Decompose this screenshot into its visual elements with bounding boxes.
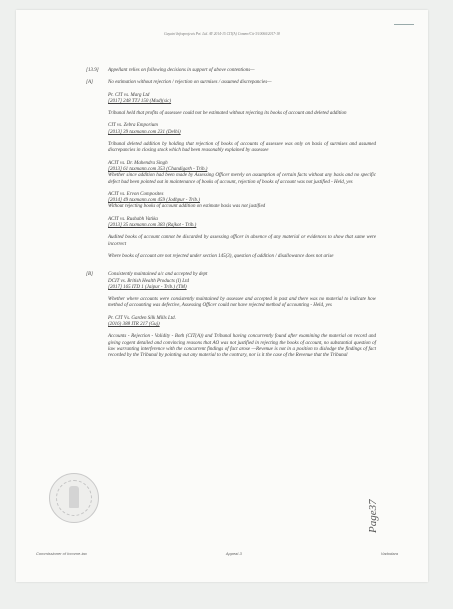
page-footer	[36, 551, 398, 556]
case-reference: [2013] 35 taxmann.com 383 (Rajkot - Trib.)	[108, 223, 197, 229]
case-reference: [2017] 165 ITD 1 (Jaipur - Trib.) (TM)	[108, 284, 187, 290]
page-header: Gayatri Infraprojects Pvt. Ltd. AY 2014-15 CIT(A) Commr/Cit-3/10060/2017-18	[164, 32, 280, 36]
section-a-label: [A]	[86, 80, 93, 86]
case-parties: Pr. CIT Vs. Garden Silk Mills Ltd.	[108, 315, 176, 321]
case-citation	[108, 272, 376, 291]
case-holding: Whether since addition had been made by Assessing Officer merely on assumption of certain facts without any basis and no specific defect had been pointed out in maintenance of books of account, rejection of books of account was not justified - Held, yes	[108, 173, 376, 185]
official-seal	[49, 473, 99, 523]
section-b-heading: Consistently maintained a/c and accepted by dept	[108, 272, 208, 278]
case-holding: Audited books of account cannot be discarded by assessing officer in absence of any material or evidences to show that same were incorrect	[108, 235, 376, 247]
case-holding: Without rejecting books of account addition on estimate basis was not justified	[108, 204, 266, 210]
case-citation	[108, 192, 376, 211]
case-holding: Tribunal held that profits of assessee could not be estimated without rejecting its books of account and deleted addition	[108, 111, 347, 117]
case-holding: Whether where accounts were consistently maintained by assessee and accepted in past and there was no material to indicate how method of accounting was defective, Assessing Officer could not have rejected method of accounting - Held, yes	[108, 297, 376, 309]
document-body	[86, 68, 376, 372]
footer-center: Appeal-3	[225, 551, 242, 556]
case-citation	[108, 161, 376, 186]
case-reference: [2017] 248 TTJ 150 (Mad)(sic)	[108, 98, 172, 104]
case-citation	[108, 123, 376, 136]
intro-text: Appellant relies on following decisions in support of above contentions—	[108, 68, 255, 73]
footer-right: Vadodara	[380, 551, 398, 556]
section-b-label: [B]	[86, 272, 93, 278]
case-parties: DCIT vs. British Health Products (I) Ltd	[108, 278, 189, 284]
case-parties: ACIT vs. Rushabh Vatika	[108, 216, 158, 222]
case-parties: Pr. CIT vs. Marg Ltd	[108, 92, 150, 98]
document-page	[16, 10, 428, 582]
case-parties: CIT vs. Zebra Emporium	[108, 123, 158, 129]
case-reference: [2014] 49 taxmann.com 459 (Jodhpur - Trib.)	[108, 198, 200, 204]
case-citation	[108, 217, 376, 230]
page-number: Page37	[367, 499, 379, 533]
case-holding: Accounts - Rejection - Validity - Both (CIT(A)) and Tribunal having concurrently found after examining the material on record and giving cogent detailed and convincing reasons that AO was not justified in rejecting the books of account, no substantial question of law warranting interference with the concurrent findings of fact arose —Revenue is not in a position to dislodge the findings of fact recorded by the Tribunal by pointing out any material to the contrary, nor is it the case of the Revenue that the Tribunal	[108, 334, 376, 359]
case-parties: ACIT vs. Dr. Mahendra Singh	[108, 160, 168, 166]
section-a-heading: No estimation without rejection / rejection on surmises / assumed discrepancies—	[108, 80, 272, 86]
case-reference: [2013] 61 taxmann.com 353 (Chandigarh - Trib.)	[108, 166, 208, 172]
intro-paragraph	[86, 68, 376, 74]
case-citation	[108, 93, 376, 106]
intro-label: [13.9]	[86, 68, 99, 73]
case-citation	[108, 316, 376, 329]
footer-left: Commissioner of Income-tax	[36, 551, 87, 556]
case-reference: [2013] 39 taxmann.com 231 (Delhi)	[108, 129, 181, 135]
case-holding: Where books of account are not rejected under section 145(3), question of addition / disallowance does not arise	[108, 253, 334, 259]
case-parties: ACIT vs. Ervon Composites	[108, 191, 164, 197]
section-b	[86, 272, 376, 365]
case-holding: Tribunal deleted addition by holding that rejection of books of accounts of assessee was only on basis of surmises and assumed discrepancies in closing stock which had been reasonably explained by assessee	[108, 142, 376, 154]
case-reference: (2016) 388 ITR 217 (Guj)	[108, 322, 160, 328]
section-a	[86, 80, 376, 266]
corner-mark	[394, 24, 414, 25]
